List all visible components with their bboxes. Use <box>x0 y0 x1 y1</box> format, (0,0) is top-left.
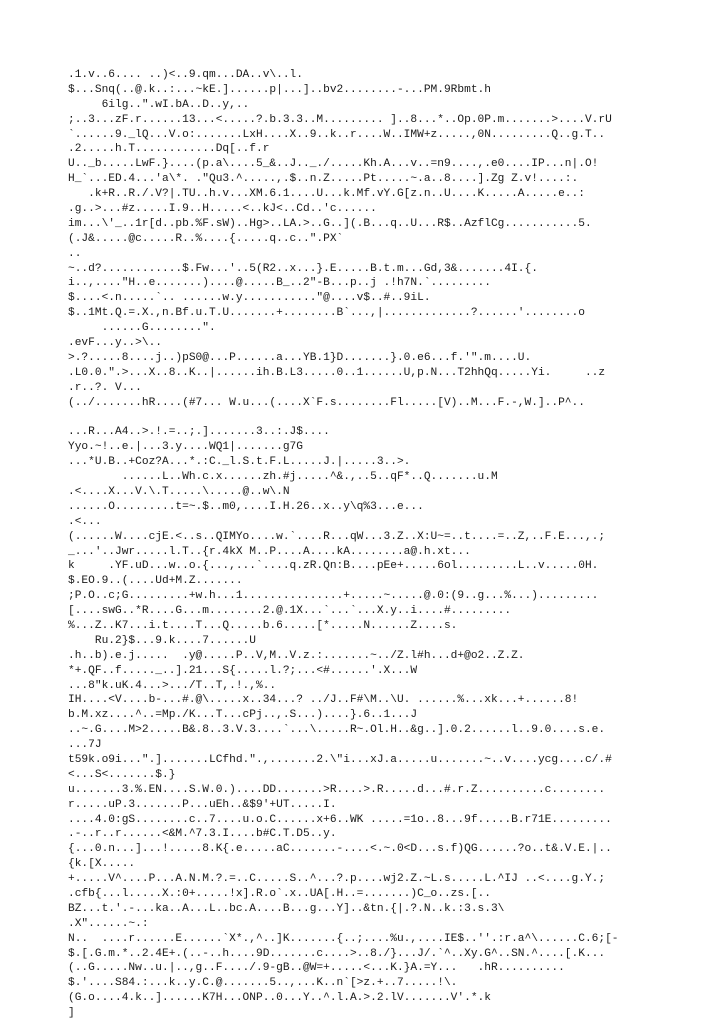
text-line: ;P.O..c;G.........+w.h...1...............+.....~.....@.0:(9..g...%...)......... <box>68 590 599 603</box>
text-line: [....swG..*R....G...m........2.@.1X...`...`...X.y..i....#......... <box>68 605 512 618</box>
text-line <box>68 410 668 425</box>
text-line: .g..>...#z.....I.9..H.....<..kJ<..Cd..'c...... <box>68 203 377 216</box>
text-line: ...7J <box>68 739 102 752</box>
text-line: Yyo.~!..e.|...3.y....WQ1|.......g7G <box>68 441 303 454</box>
text-line: ....4.0:gS........c..7....u.o.C......x+6..WK .....=1o..8...9f.....B.r71E......... <box>68 813 612 826</box>
text-line: $.'....S84.:...k..y.C.@.......5..,...K..n`[>z.+..7.....!\. <box>68 977 458 990</box>
text-line: H_`...ED.4...'a\*. ."Qu3.^.....,.$..n.Z.....Pt.....~.a..8....].Zg Z.v!....:. <box>68 173 579 186</box>
text-line: Ru.2}$...9.k....7......U <box>68 634 256 647</box>
text-line: ......G........". <box>68 322 216 335</box>
text-line: .<... <box>68 515 102 528</box>
text-line: N.. ....r......E......`X*.,^..]K.......{..;....%u.,....IE$..''.:r.a^\......C.6;[- <box>68 932 619 945</box>
text-line: r.....uP.3.......P...uEh..&$9'+UT.....I. <box>68 798 337 811</box>
text-line: (.J&.....@c.....R..%....{.....q..c..".PX` <box>68 232 344 245</box>
text-line: U.._b.....LwF.}....(p.a\....5_&..J.._./.....Kh.A...v..=n9....,.e0....IP...n|.O! <box>68 158 599 171</box>
text-line: .1.v..6.... ..)<..9.qm...DA..v\..l. <box>68 69 303 81</box>
text-line: u.......3.%.EN....S.W.0.)....DD.......>R....>.R.....d...#.r.Z..........c........ <box>68 783 606 796</box>
text-line: `......9._lQ...V.o:.......LxH....X..9..k..r....W..IMW+z.....,0N.........Q..g.T.. <box>68 128 606 141</box>
text-line: ...*U.B..+Coz?A...*.:C._l.S.t.F.L.....J.|.....3..>. <box>68 456 411 469</box>
text-line: .2.....h.T............Dq[..f.r <box>68 143 270 156</box>
text-line: _...'..Jwr.....l.T..{r.4kX M..P....A....kA........a@.h.xt... <box>68 545 471 558</box>
text-line: .-..r..r......<&M.^7.3.I....b#C.T.D5..y. <box>68 828 337 841</box>
text-line: k .YF.uD...w..o.{...,...`....q.zR.Qn:B....pEe+.....6ol.........L..v.....0H. <box>68 560 599 573</box>
text-line: .cfb{...l.....X.:0+.....!x].R.o`.x..UA[.H..=.......)C_o..zs.[.. <box>68 887 491 900</box>
text-line: ...8"k.uK.4...>.../T..T,.!.,%.. <box>68 679 277 692</box>
text-line: im...\'_..1r[d..pb.%F.sW)..Hg>..LA.>..G..](.B...q..U...R$..AzflCg...........5. <box>68 217 592 230</box>
text-line: $..1Mt.Q.=.X.,n.Bf.u.T.U.......+........B`...,|.............?......'........o <box>68 307 585 320</box>
text-line: 6ilg..".wI.bA..D..y,.. <box>68 98 250 111</box>
text-line: .<....X...V.\.T.....\.....@..w\.N <box>68 485 290 498</box>
text-line: {k.[X..... <box>68 858 136 871</box>
text-line: .k+R..R./.V?|.TU..h.v...XM.6.1....U...k.Mf.vY.G[z.n..U....K.....A.....e..: <box>68 188 585 201</box>
text-line: ..~.G....M>2.....B&.8..3.V.3....`...\.....R~.Ol.H..&g..].0.2......l..9.0....s.e. <box>68 724 606 737</box>
text-line: IH....<V....b-...#.@\.....x..34...? ../J..F#\M..\U. ......%...xk...+......8! <box>68 694 579 707</box>
text-line: %...Z..K7...i.t....T...Q.....b.6.....[*.....N......Z....s. <box>68 619 458 632</box>
text-line: $.[.G.m.*..2.4E+.(..-..h....9D.......c....>..8./}...J/.`^..Xy.G^..SN.^....[.K... <box>68 947 606 960</box>
text-line: +.....V^....P...A.N.M.?.=..C.....S..^...?.p....wj2.Z.~L.s.....L.^IJ ..<....g.Y.; <box>68 873 606 886</box>
text-line: >.?.....8....j..)pS0@...P......a...YB.1}D.......}.0.e6...f.'".m....U. <box>68 351 532 364</box>
text-line: (../.......hR....(#7... W.u...(....X`F.s........Fl.....[V)..M...F.-,W.]..P^.. <box>68 396 585 409</box>
text-line: (..G.....Nw..u.|..,g..F..../.9-gB..@W=+.....<...K.}A.=Y... .hR.......... <box>68 962 565 975</box>
text-line: i..,...."H..e.......)....@.....B_..2"-B...p..j .!h7N.`......... <box>68 277 491 290</box>
text-line: $....<.n.....`.. ......w.y..........."@....v$..#..9iL. <box>68 292 431 305</box>
text-document <box>68 68 668 1021</box>
text-line: (G.o....4.k..]......K7H...ONP..0...Y..^.l.A.>.2.lV.......V'.*.k <box>68 992 491 1005</box>
text-line: $...Snq(..@.k..:...~kE.]......p|...]..bv2........-...PM.9Rbmt.h <box>68 83 491 96</box>
text-line: t59k.o9i...".].......LCfhd.".,.......2.\"i...xJ.a.....u.......~..v....ycg....c/.# <box>68 753 612 766</box>
text-line: $.EO.9..(....Ud+M.Z....... <box>68 575 243 588</box>
text-line: ......L..Wh.c.x......zh.#j.....^&.,..5..qF*..Q.......u.M <box>68 471 498 484</box>
text-line: <...S<.......$.} <box>68 768 176 781</box>
text-line: {...0.n...]...!.....8.K{.e.....aC.......-....<.~.0<D...s.f)QG......?o..t&.V.E.|.. <box>68 843 612 856</box>
text-line: .r..?. V... <box>68 381 142 394</box>
text-line: .h..b).e.j..... .y@.....P..V,M..V.z.:.......~../Z.l#h...d+@o2..Z.Z. <box>68 649 525 662</box>
text-line: (......W....cjE.<..s..QIMYo....w.`....R...qW...3.Z..X:U~=..t....=..Z,..F.E...,.; <box>68 530 606 543</box>
text-line: ......O.........t=~.$..m0,....I.H.26..x..y\q%3...e... <box>68 500 424 513</box>
text-line: b.M.xz....^..=Mp./K...T...cPj..,.S...)....}.6..1...J <box>68 709 418 722</box>
text-line: ~..d?............$.Fw...'..5(R2..x...}.E.....B.t.m...Gd,3&.......4I.{. <box>68 262 538 275</box>
text-line: *+.QF..f....._..].21...S{.....l.?;...<#......'.X...W <box>68 664 418 677</box>
text-line: .. <box>68 247 82 260</box>
text-line: .L0.0.".>...X..8..K..|......ih.B.L3.....0..1......U,p.N...T2hhQq.....Yi. ..z <box>68 366 606 379</box>
text-line: BZ...t.'.-...ka..A...L..bc.A....B...g...Y]..&tn.{|.?.N..k.:3.s.3\ <box>68 902 505 915</box>
text-line: .X"......~.: <box>68 917 149 930</box>
text-line: ;..3...zF.r......13...<.....?.b.3.3..M......... ]..8...*..Op.0P.m.......>....V.rU <box>68 113 612 126</box>
text-line: ...R...A4..>.!.=..;.].......3..:.J$.... <box>68 426 330 439</box>
text-line: ] <box>68 1007 75 1020</box>
text-line: .evF...y..>\.. <box>68 337 162 350</box>
